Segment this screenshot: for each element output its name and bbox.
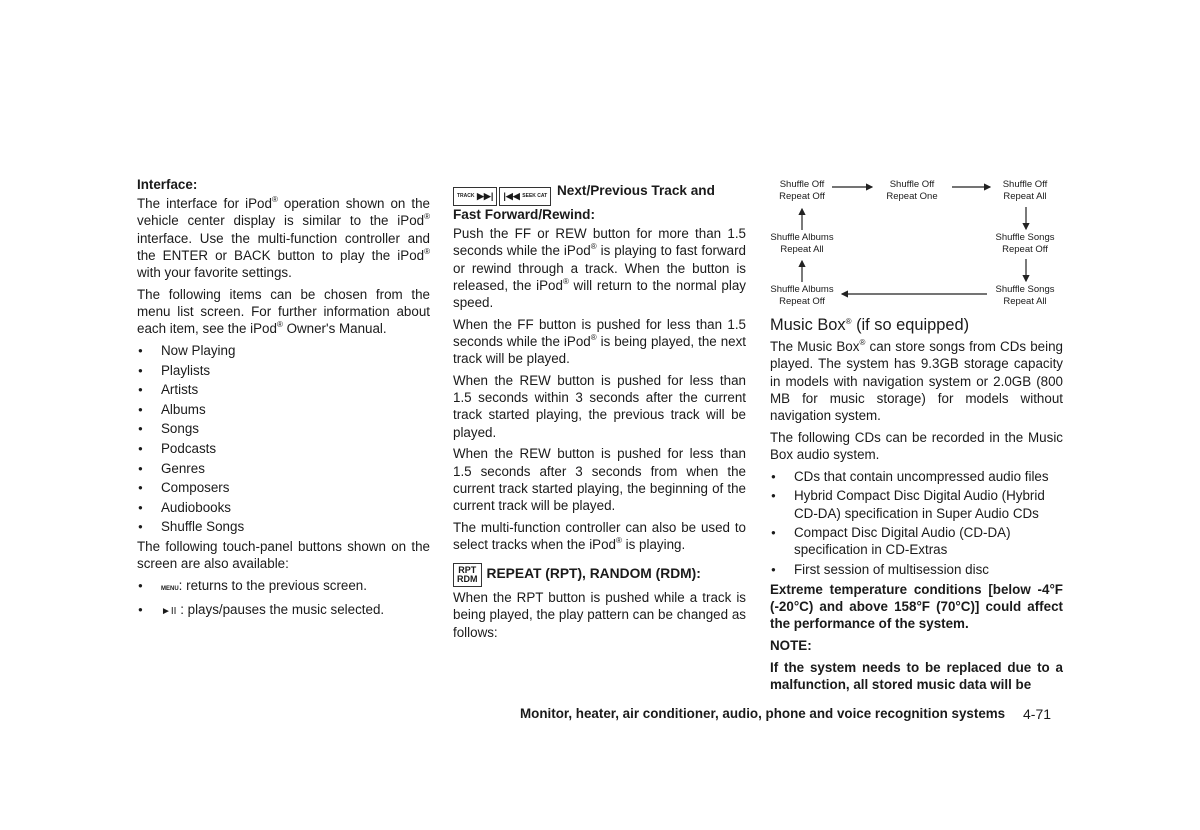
list-item: ● Hybrid Compact Disc Digital Audio (Hybrid CD-DA) specification in Super Audio CDs <box>770 487 1063 521</box>
text: : plays/pauses the music selected. <box>176 601 385 617</box>
registered-mark: ® <box>590 333 597 343</box>
music-box-title <box>770 317 1063 334</box>
label: Repeat All <box>1003 296 1047 307</box>
list-item: ● Genres <box>137 460 430 477</box>
label: Repeat All <box>1003 191 1047 202</box>
list-item: ● Songs <box>137 420 430 437</box>
list-item-menu <box>137 577 430 598</box>
text: The interface for iPod <box>137 196 272 212</box>
label: Shuffle Off <box>889 179 935 190</box>
text: Push the FF or REW button for more than 1.5 seconds while the iPod <box>453 226 746 259</box>
label: Repeat Off <box>779 191 825 202</box>
note-text: If the system needs to be replaced due to a malfunction, all stored music data will be <box>770 659 1063 692</box>
interface-paragraph <box>137 195 430 281</box>
heading-text: Next/Previous Track and Fast Forward/Rewind: <box>453 183 715 222</box>
heading-text: REPEAT (RPT), RANDOM (RDM): <box>486 566 701 582</box>
touch-panel-intro: The following touch-panel buttons shown on the screen are also available: <box>137 538 430 572</box>
text: When the FF button is pushed for less than 1.5 seconds while the iPod <box>453 316 746 350</box>
node-shuffle-albums-repeat-all <box>757 232 847 256</box>
label: Repeat One <box>886 191 938 202</box>
label: RDM <box>457 574 478 585</box>
registered-mark: ® <box>562 276 569 286</box>
rew-within-paragraph: When the REW button is pushed for less than 1.5 seconds within 3 seconds after the current track started playing, the previous track will be played. <box>453 373 746 440</box>
text: with your favorite settings. <box>137 265 292 281</box>
label: SEEK CAT <box>522 193 548 200</box>
list-item: ● Playlists <box>137 362 430 379</box>
list-item: ● First session of multisession disc <box>770 561 1063 578</box>
registered-mark: ® <box>845 317 852 326</box>
node-shuffle-off-repeat-off <box>757 179 847 203</box>
label: Shuffle Songs <box>995 232 1055 243</box>
label: Repeat Off <box>1002 244 1048 255</box>
controller-paragraph <box>453 519 746 553</box>
rpt-paragraph: When the RPT button is pushed while a track is being played, the play pattern can be changed as follows: <box>453 590 746 640</box>
text: is playing. <box>621 537 686 553</box>
list-item: ● Composers <box>137 479 430 496</box>
menu-items-list <box>137 342 430 536</box>
text: interface. Use the multi-function controller and the ENTER or BACK button to play the iPod <box>137 230 430 263</box>
text: will return to the normal play speed. <box>453 277 746 311</box>
registered-mark: ® <box>616 536 622 546</box>
text: The following items can be chosen from the menu list screen. For further information about each item, see the iPod <box>137 286 430 337</box>
ff-rew-paragraph <box>453 225 746 311</box>
text: (if so equipped) <box>851 316 970 334</box>
rpt-rdm-icon <box>453 563 482 587</box>
ff-short-paragraph <box>453 316 746 368</box>
label: Repeat Off <box>779 296 825 307</box>
repeat-random-heading <box>453 563 746 587</box>
list-item: ● Shuffle Songs <box>137 518 430 535</box>
registered-mark: ® <box>424 212 430 222</box>
play-pause-icon: ►II <box>161 605 177 617</box>
list-item: ● Podcasts <box>137 440 430 457</box>
registered-mark: ® <box>276 320 283 330</box>
text: Music Box <box>770 316 846 334</box>
glyph: ▶▶| <box>477 191 494 201</box>
glyph: |◀◀ <box>503 191 520 201</box>
list-item: ● Artists <box>137 381 430 398</box>
temperature-warning: Extreme temperature conditions [below -4°F (-20°C) and above 158°F (70°C)] could affect the performance of the system. <box>770 581 1063 631</box>
touch-panel-buttons-list <box>137 577 430 620</box>
node-shuffle-albums-repeat-off <box>757 284 847 308</box>
node-shuffle-off-repeat-one <box>867 179 957 203</box>
text: Owner's Manual. <box>282 321 387 337</box>
text: is playing to fast forward or rewind through a track. When the button is released, the iPod <box>453 243 747 293</box>
label: Shuffle Songs <box>995 284 1055 295</box>
label: Repeat All <box>780 244 824 255</box>
note-label: NOTE: <box>770 637 812 653</box>
menu-items-intro <box>137 286 430 338</box>
registered-mark: ® <box>590 242 597 252</box>
text: The multi-function controller can also be used to select tracks when the iPod <box>453 519 746 553</box>
node-shuffle-off-repeat-all <box>980 179 1070 203</box>
text: can store songs from CDs being played. The system has 9.3GB storage capacity in models with navigation system or 2.0GB (800 MB for music storage) for models without navigation system. <box>770 339 1064 424</box>
cd-types-list <box>770 468 1063 578</box>
registered-mark: ® <box>424 246 430 256</box>
label: Shuffle Off <box>1002 179 1048 190</box>
label: Shuffle Albums <box>770 284 834 295</box>
track-next-icon <box>453 187 497 206</box>
list-item: ● Compact Disc Digital Audio (CD-DA) specification in CD-Extras <box>770 524 1063 558</box>
node-shuffle-songs-repeat-off <box>980 232 1070 256</box>
rew-after-paragraph: When the REW button is pushed for less than 1.5 seconds after 3 seconds from when the current track started playing, the beginning of the current track will be played. <box>453 446 746 514</box>
list-item: ● CDs that contain uncompressed audio files <box>770 468 1063 485</box>
section-footer: Monitor, heater, air conditioner, audio, phone and voice recognition systems <box>520 706 1006 721</box>
label: RPT <box>458 565 477 576</box>
page-number: 4-71 <box>1023 706 1052 722</box>
column-3 <box>770 177 1063 698</box>
list-item: ● Now Playing <box>137 342 430 359</box>
track-heading <box>453 182 746 223</box>
list-item-play-pause <box>137 601 430 620</box>
list-item: ● Audiobooks <box>137 499 430 516</box>
list-item: ● Albums <box>137 401 430 418</box>
text: operation shown on the vehicle center display is similar to the iPod <box>137 196 430 229</box>
cd-types-intro: The following CDs can be recorded in the Music Box audio system. <box>770 429 1063 463</box>
registered-mark: ® <box>859 338 866 348</box>
node-shuffle-songs-repeat-all <box>980 284 1070 308</box>
interface-heading: Interface: <box>137 177 198 192</box>
column-1 <box>137 176 430 622</box>
play-pattern-diagram <box>762 177 1062 313</box>
seek-previous-icon <box>499 187 551 206</box>
label: Shuffle Off <box>779 179 825 190</box>
music-box-paragraph <box>770 338 1063 424</box>
text: is being played, the next track will be played. <box>453 334 747 367</box>
registered-mark: ® <box>271 195 278 205</box>
menu-button-icon: MENU <box>161 585 179 592</box>
text: : returns to the previous screen. <box>178 577 367 593</box>
label: Shuffle Albums <box>770 232 834 243</box>
column-2 <box>453 176 746 645</box>
text: The Music Box <box>770 339 860 355</box>
label: TRACK <box>457 193 475 200</box>
